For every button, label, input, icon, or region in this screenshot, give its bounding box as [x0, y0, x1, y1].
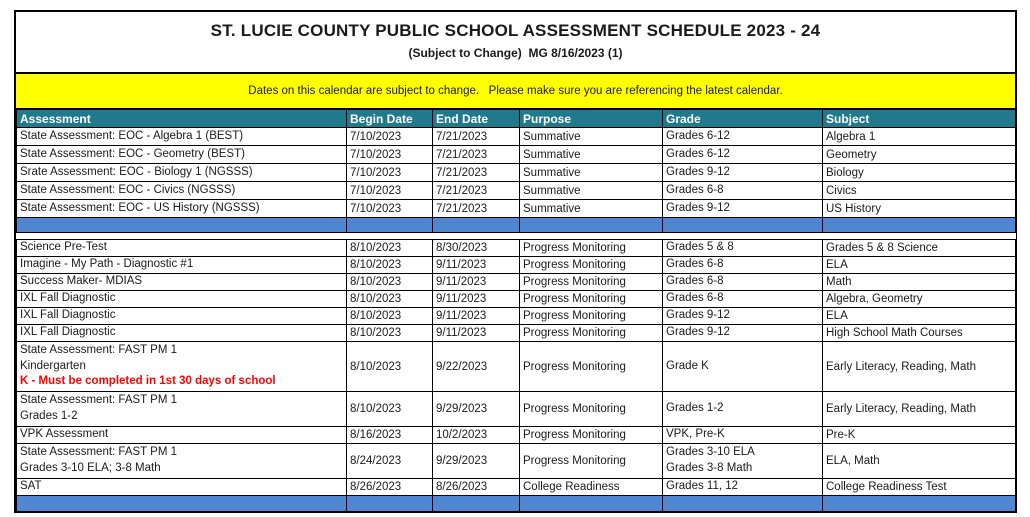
- cell-grade: [663, 392, 823, 427]
- separator-cell: [520, 218, 663, 233]
- column-header-begin-date: Begin Date: [347, 110, 433, 128]
- cell-purpose: Progress Monitoring: [520, 325, 663, 342]
- assessment-schedule-table: [16, 109, 1016, 512]
- grade-line: Grades 1-2: [666, 402, 724, 415]
- table-row: [17, 325, 1016, 342]
- cell-purpose: Summative: [520, 200, 663, 218]
- assessment-name: IXL Fall Diagnostic: [20, 292, 116, 305]
- cell-end-date: 9/11/2023: [433, 274, 520, 291]
- table-row: [17, 342, 1016, 392]
- cell-assessment: [17, 128, 347, 146]
- cell-purpose: Progress Monitoring: [520, 257, 663, 274]
- cell-purpose: Progress Monitoring: [520, 308, 663, 325]
- cell-purpose: Summative: [520, 128, 663, 146]
- column-header-grade: Grade: [663, 110, 823, 128]
- cell-grade: [663, 342, 823, 392]
- cell-grade: [663, 128, 823, 146]
- cell-purpose: College Readiness: [520, 479, 663, 496]
- separator-cell: [433, 218, 520, 233]
- table-header-row: [17, 110, 1016, 128]
- cell-begin-date: 8/10/2023: [347, 257, 433, 274]
- cell-purpose: Progress Monitoring: [520, 240, 663, 257]
- column-header-end-date: End Date: [433, 110, 520, 128]
- cell-subject: Biology: [823, 164, 1016, 182]
- cell-assessment: [17, 427, 347, 444]
- cell-end-date: 9/11/2023: [433, 291, 520, 308]
- separator-cell: [823, 496, 1016, 512]
- separator-cell: [520, 496, 663, 512]
- cell-grade: [663, 444, 823, 479]
- cell-end-date: 9/11/2023: [433, 308, 520, 325]
- table-row: [17, 164, 1016, 182]
- cell-end-date: 9/22/2023: [433, 342, 520, 392]
- table-row: [17, 146, 1016, 164]
- cell-purpose: Summative: [520, 164, 663, 182]
- cell-subject: ELA: [823, 308, 1016, 325]
- cell-assessment: [17, 257, 347, 274]
- cell-end-date: 7/21/2023: [433, 182, 520, 200]
- page-subtitle: (Subject to Change) MG 8/16/2023 (1): [408, 46, 623, 60]
- cell-assessment: [17, 392, 347, 427]
- assessment-table-body: [17, 128, 1016, 512]
- table-row: [17, 444, 1016, 479]
- cell-begin-date: 8/16/2023: [347, 427, 433, 444]
- cell-purpose: Summative: [520, 146, 663, 164]
- cell-subject: Algebra 1: [823, 128, 1016, 146]
- page-title: ST. LUCIE COUNTY PUBLIC SCHOOL ASSESSMENT SCHEDULE 2023 - 24: [210, 21, 821, 40]
- separator-row: [17, 496, 1016, 512]
- column-header-assessment: Assessment: [17, 110, 347, 128]
- cell-begin-date: 7/10/2023: [347, 182, 433, 200]
- separator-cell: [347, 496, 433, 512]
- cell-grade: [663, 164, 823, 182]
- cell-begin-date: 8/10/2023: [347, 342, 433, 392]
- cell-grade: [663, 146, 823, 164]
- assessment-name: VPK Assessment: [20, 428, 109, 441]
- cell-subject: ELA, Math: [823, 444, 1016, 479]
- cell-purpose: Progress Monitoring: [520, 274, 663, 291]
- cell-assessment: [17, 444, 347, 479]
- cell-assessment: [17, 182, 347, 200]
- assessment-name: Grades 3-10 ELA; 3-8 Math: [20, 462, 161, 474]
- assessment-name: IXL Fall Diagnostic: [20, 309, 116, 322]
- cell-assessment: [17, 240, 347, 257]
- separator-cell: [663, 496, 823, 512]
- cell-subject: Grades 5 & 8 Science: [823, 240, 1016, 257]
- cell-grade: [663, 274, 823, 291]
- cell-assessment: [17, 146, 347, 164]
- cell-subject: High School Math Courses: [823, 325, 1016, 342]
- cell-end-date: 7/21/2023: [433, 146, 520, 164]
- cell-begin-date: 8/10/2023: [347, 392, 433, 427]
- assessment-name: Grades 1-2: [20, 410, 78, 422]
- spacer-cell: [17, 233, 1016, 240]
- cell-subject: Pre-K: [823, 427, 1016, 444]
- table-row: [17, 427, 1016, 444]
- grade-line: Grades 6-8: [666, 275, 724, 288]
- cell-assessment: [17, 291, 347, 308]
- separator-cell: [433, 496, 520, 512]
- cell-assessment: [17, 342, 347, 392]
- cell-purpose: Progress Monitoring: [520, 444, 663, 479]
- separator-cell: [347, 218, 433, 233]
- table-row: [17, 274, 1016, 291]
- cell-grade: [663, 182, 823, 200]
- cell-subject: Algebra, Geometry: [823, 291, 1016, 308]
- grade-line: VPK, Pre-K: [666, 428, 725, 441]
- cell-subject: Early Literacy, Reading, Math: [823, 342, 1016, 392]
- grade-line: Grades 5 & 8: [666, 241, 734, 254]
- assessment-name: Imagine - My Path - Diagnostic #1: [20, 258, 194, 271]
- cell-grade: [663, 200, 823, 218]
- notice-text: Dates on this calendar are subject to change. Please make sure you are referencing the latest calendar.: [248, 85, 783, 97]
- cell-assessment: [17, 164, 347, 182]
- cell-grade: [663, 291, 823, 308]
- cell-begin-date: 8/26/2023: [347, 479, 433, 496]
- assessment-name: State Assessment: FAST PM 1: [20, 394, 178, 407]
- grade-line: Grades 9-12: [666, 165, 730, 178]
- assessment-name: State Assessment: FAST PM 1: [20, 344, 178, 357]
- grade-line: Grades 6-12: [666, 129, 730, 142]
- assessment-name: State Assessment: EOC - Algebra 1 (BEST): [20, 129, 244, 142]
- table-row: [17, 392, 1016, 427]
- cell-end-date: 8/30/2023: [433, 240, 520, 257]
- table-row: [17, 257, 1016, 274]
- cell-subject: Early Literacy, Reading, Math: [823, 392, 1016, 427]
- warning-note: K - Must be completed in 1st 30 days of school: [20, 375, 276, 388]
- cell-end-date: 7/21/2023: [433, 164, 520, 182]
- grade-line: Grades 6-8: [666, 183, 724, 196]
- cell-end-date: 9/11/2023: [433, 325, 520, 342]
- document-page: [14, 10, 1017, 513]
- cell-grade: [663, 308, 823, 325]
- cell-begin-date: 8/10/2023: [347, 291, 433, 308]
- cell-end-date: 8/26/2023: [433, 479, 520, 496]
- notice-banner: [16, 72, 1015, 109]
- grade-line: Grades 11, 12: [666, 480, 739, 493]
- cell-end-date: 9/29/2023: [433, 444, 520, 479]
- separator-cell: [17, 218, 347, 233]
- cell-begin-date: 7/10/2023: [347, 200, 433, 218]
- cell-assessment: [17, 479, 347, 496]
- grade-line: Grades 9-12: [666, 309, 730, 322]
- cell-assessment: [17, 200, 347, 218]
- grade-line: Grades 3-10 ELA: [666, 446, 755, 459]
- cell-grade: [663, 427, 823, 444]
- table-row: [17, 200, 1016, 218]
- cell-subject: Math: [823, 274, 1016, 291]
- assessment-name: SAT: [20, 480, 42, 493]
- cell-grade: [663, 257, 823, 274]
- grade-line: Grades 6-12: [666, 147, 730, 160]
- cell-purpose: Progress Monitoring: [520, 392, 663, 427]
- separator-cell: [823, 218, 1016, 233]
- cell-begin-date: 8/24/2023: [347, 444, 433, 479]
- cell-grade: [663, 479, 823, 496]
- table-row: [17, 240, 1016, 257]
- column-header-subject: Subject: [823, 110, 1016, 128]
- table-row: [17, 182, 1016, 200]
- grade-line: Grade K: [666, 359, 709, 372]
- assessment-name: State Assessment: EOC - Geometry (BEST): [20, 147, 245, 160]
- spacer-row: [17, 233, 1016, 240]
- cell-assessment: [17, 274, 347, 291]
- cell-purpose: Progress Monitoring: [520, 427, 663, 444]
- cell-end-date: 9/11/2023: [433, 257, 520, 274]
- grade-line: Grades 3-8 Math: [666, 462, 753, 474]
- grade-line: Grades 9-12: [666, 201, 730, 214]
- cell-begin-date: 8/10/2023: [347, 308, 433, 325]
- cell-grade: [663, 325, 823, 342]
- assessment-name: State Assessment: FAST PM 1: [20, 446, 178, 459]
- cell-subject: US History: [823, 200, 1016, 218]
- assessment-name: State Assessment: EOC - Civics (NGSSS): [20, 183, 236, 196]
- table-row: [17, 291, 1016, 308]
- assessment-name: Srate Assessment: EOC - Biology 1 (NGSSS): [20, 165, 253, 178]
- cell-end-date: 10/2/2023: [433, 427, 520, 444]
- cell-begin-date: 7/10/2023: [347, 128, 433, 146]
- cell-end-date: 7/21/2023: [433, 128, 520, 146]
- cell-begin-date: 7/10/2023: [347, 164, 433, 182]
- assessment-name: State Assessment: EOC - US History (NGSSS): [20, 201, 260, 214]
- assessment-name: Science Pre-Test: [20, 241, 107, 254]
- separator-cell: [663, 218, 823, 233]
- cell-purpose: Progress Monitoring: [520, 342, 663, 392]
- cell-begin-date: 8/10/2023: [347, 240, 433, 257]
- cell-subject: Geometry: [823, 146, 1016, 164]
- cell-end-date: 7/21/2023: [433, 200, 520, 218]
- grade-line: Grades 6-8: [666, 258, 724, 271]
- cell-grade: [663, 240, 823, 257]
- table-row: [17, 479, 1016, 496]
- grade-line: Grades 6-8: [666, 292, 724, 305]
- cell-subject: ELA: [823, 257, 1016, 274]
- cell-begin-date: 8/10/2023: [347, 325, 433, 342]
- cell-purpose: Summative: [520, 182, 663, 200]
- table-row: [17, 128, 1016, 146]
- grade-line: Grades 9-12: [666, 326, 730, 339]
- table-row: [17, 308, 1016, 325]
- assessment-name: Kindergarten: [20, 359, 86, 372]
- cell-purpose: Progress Monitoring: [520, 291, 663, 308]
- assessment-name: IXL Fall Diagnostic: [20, 326, 116, 339]
- cell-subject: Civics: [823, 182, 1016, 200]
- assessment-name: Success Maker- MDIAS: [20, 275, 143, 288]
- separator-row: [17, 218, 1016, 233]
- cell-begin-date: 7/10/2023: [347, 146, 433, 164]
- cell-assessment: [17, 308, 347, 325]
- cell-begin-date: 8/10/2023: [347, 274, 433, 291]
- cell-subject: College Readiness Test: [823, 479, 1016, 496]
- separator-cell: [17, 496, 347, 512]
- cell-end-date: 9/29/2023: [433, 392, 520, 427]
- column-header-purpose: Purpose: [520, 110, 663, 128]
- cell-assessment: [17, 325, 347, 342]
- title-block: [16, 12, 1015, 72]
